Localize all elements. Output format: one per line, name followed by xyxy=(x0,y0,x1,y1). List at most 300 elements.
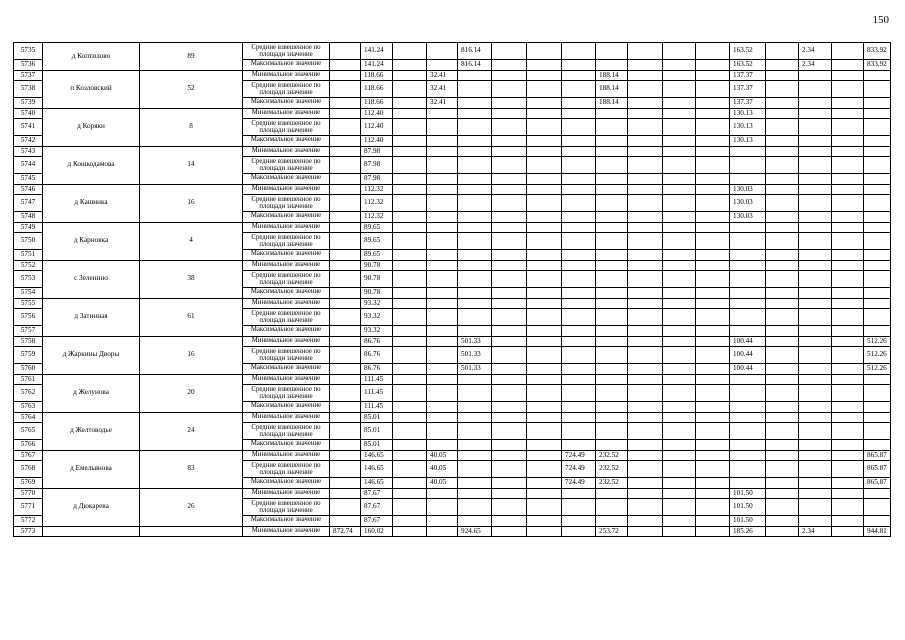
value-cell: 2.34 xyxy=(799,526,832,537)
value-cell xyxy=(527,260,562,271)
value-cell: 86.76 xyxy=(361,364,393,375)
value-cell xyxy=(393,440,427,451)
value-cell xyxy=(527,119,562,136)
value-cell: 89.65 xyxy=(361,250,393,261)
row-id-cell: 5749 xyxy=(14,222,43,233)
value-cell: 130.13 xyxy=(730,108,766,119)
value-cell xyxy=(663,412,696,423)
value-cell xyxy=(864,81,891,98)
value-cell xyxy=(458,157,492,174)
value-cell xyxy=(562,108,596,119)
value-cell: 93.32 xyxy=(361,309,393,326)
value-cell: 90.78 xyxy=(361,288,393,299)
stat-label-cell: Максимальное значение xyxy=(243,478,330,489)
value-cell xyxy=(427,157,458,174)
stat-label-cell: Максимальное значение xyxy=(243,516,330,527)
value-cell xyxy=(832,364,864,375)
value-cell xyxy=(330,309,361,326)
table-row xyxy=(14,222,891,233)
count-cell: 16 xyxy=(140,336,243,374)
value-cell: 100.44 xyxy=(730,347,766,364)
value-cell: 93.32 xyxy=(361,298,393,309)
value-cell xyxy=(766,60,799,71)
value-cell xyxy=(427,119,458,136)
value-cell xyxy=(663,146,696,157)
value-cell xyxy=(663,526,696,537)
value-cell xyxy=(799,336,832,347)
value-cell xyxy=(832,516,864,527)
value-cell xyxy=(766,157,799,174)
value-cell xyxy=(696,347,730,364)
value-cell xyxy=(832,60,864,71)
value-cell xyxy=(730,222,766,233)
value-cell: 501.33 xyxy=(458,336,492,347)
value-cell xyxy=(799,385,832,402)
value-cell: 101.50 xyxy=(730,499,766,516)
value-cell xyxy=(527,516,562,527)
value-cell xyxy=(492,374,527,385)
count-cell: 8 xyxy=(140,108,243,146)
row-id-cell: 5767 xyxy=(14,450,43,461)
value-cell xyxy=(527,526,562,537)
value-cell: 111.45 xyxy=(361,374,393,385)
value-cell xyxy=(427,440,458,451)
value-cell xyxy=(832,347,864,364)
value-cell xyxy=(864,212,891,223)
value-cell xyxy=(766,43,799,60)
value-cell xyxy=(458,288,492,299)
value-cell xyxy=(832,233,864,250)
value-cell: 130.03 xyxy=(730,184,766,195)
value-cell xyxy=(596,222,628,233)
value-cell xyxy=(427,364,458,375)
value-cell xyxy=(628,402,663,413)
value-cell xyxy=(492,136,527,147)
value-cell xyxy=(628,309,663,326)
value-cell: 185.26 xyxy=(730,526,766,537)
value-cell xyxy=(766,184,799,195)
value-cell xyxy=(832,212,864,223)
value-cell xyxy=(427,136,458,147)
value-cell xyxy=(492,98,527,109)
value-cell xyxy=(730,440,766,451)
value-cell xyxy=(832,526,864,537)
value-cell xyxy=(696,136,730,147)
table-row xyxy=(14,43,891,60)
value-cell xyxy=(596,184,628,195)
value-cell xyxy=(596,499,628,516)
value-cell xyxy=(330,98,361,109)
value-cell xyxy=(393,98,427,109)
value-cell xyxy=(799,364,832,375)
value-cell xyxy=(799,347,832,364)
value-cell: 141.24 xyxy=(361,43,393,60)
value-cell xyxy=(458,222,492,233)
value-cell xyxy=(330,70,361,81)
value-cell xyxy=(596,309,628,326)
value-cell xyxy=(832,374,864,385)
value-cell xyxy=(832,326,864,337)
value-cell xyxy=(696,326,730,337)
value-cell: 724.49 xyxy=(562,461,596,478)
value-cell xyxy=(562,43,596,60)
value-cell xyxy=(330,271,361,288)
stat-label-cell: Минимальное значение xyxy=(243,260,330,271)
value-cell xyxy=(492,461,527,478)
value-cell xyxy=(799,136,832,147)
value-cell xyxy=(663,516,696,527)
value-cell xyxy=(799,260,832,271)
stat-label-cell: Максимальное значение xyxy=(243,174,330,185)
row-id-cell: 5751 xyxy=(14,250,43,261)
value-cell xyxy=(832,146,864,157)
value-cell: 118.66 xyxy=(361,98,393,109)
value-cell xyxy=(730,450,766,461)
value-cell xyxy=(427,412,458,423)
page-number: 150 xyxy=(872,14,889,26)
value-cell xyxy=(628,146,663,157)
value-cell xyxy=(832,222,864,233)
value-cell xyxy=(427,347,458,364)
stat-label-cell: Средние взвешенное по площади значение xyxy=(243,81,330,98)
value-cell xyxy=(393,157,427,174)
stat-label-cell: Средние взвешенное по площади значение xyxy=(243,347,330,364)
value-cell xyxy=(832,385,864,402)
value-cell: 833.92 xyxy=(864,43,891,60)
value-cell: 188.14 xyxy=(596,81,628,98)
value-cell xyxy=(330,402,361,413)
value-cell xyxy=(562,184,596,195)
value-cell xyxy=(766,233,799,250)
value-cell xyxy=(864,174,891,185)
row-id-cell: 5772 xyxy=(14,516,43,527)
value-cell xyxy=(864,516,891,527)
value-cell: 101.50 xyxy=(730,488,766,499)
value-cell xyxy=(832,412,864,423)
value-cell xyxy=(696,195,730,212)
value-cell xyxy=(799,233,832,250)
value-cell xyxy=(696,526,730,537)
value-cell xyxy=(696,98,730,109)
value-cell xyxy=(330,374,361,385)
value-cell xyxy=(766,81,799,98)
value-cell xyxy=(330,195,361,212)
value-cell xyxy=(799,146,832,157)
value-cell xyxy=(527,298,562,309)
value-cell xyxy=(766,309,799,326)
table-row xyxy=(14,70,891,81)
value-cell xyxy=(663,499,696,516)
value-cell xyxy=(330,450,361,461)
value-cell xyxy=(864,423,891,440)
value-cell xyxy=(492,157,527,174)
value-cell xyxy=(832,499,864,516)
value-cell xyxy=(696,412,730,423)
count-cell: 16 xyxy=(140,184,243,222)
value-cell xyxy=(730,298,766,309)
row-id-cell: 5757 xyxy=(14,326,43,337)
value-cell xyxy=(458,212,492,223)
value-cell xyxy=(696,423,730,440)
value-cell xyxy=(492,43,527,60)
stat-label-cell: Максимальное значение xyxy=(243,288,330,299)
value-cell xyxy=(562,233,596,250)
value-cell xyxy=(562,60,596,71)
value-cell xyxy=(458,81,492,98)
value-cell xyxy=(330,423,361,440)
value-cell: 100.44 xyxy=(730,364,766,375)
value-cell xyxy=(864,146,891,157)
value-cell xyxy=(864,412,891,423)
value-cell xyxy=(562,347,596,364)
value-cell xyxy=(427,288,458,299)
value-cell xyxy=(832,271,864,288)
value-cell xyxy=(330,347,361,364)
value-cell xyxy=(628,98,663,109)
value-cell xyxy=(799,440,832,451)
value-cell xyxy=(663,136,696,147)
value-cell xyxy=(527,478,562,489)
value-cell xyxy=(458,309,492,326)
value-cell xyxy=(766,298,799,309)
value-cell xyxy=(766,98,799,109)
value-cell xyxy=(427,250,458,261)
value-cell xyxy=(458,412,492,423)
value-cell xyxy=(864,499,891,516)
value-cell xyxy=(562,81,596,98)
stat-label-cell: Средние взвешенное по площади значение xyxy=(243,157,330,174)
settlement-name-cell: д Коптилово xyxy=(43,43,140,71)
value-cell xyxy=(458,174,492,185)
value-cell xyxy=(696,440,730,451)
value-cell xyxy=(663,233,696,250)
value-cell xyxy=(799,402,832,413)
value-cell xyxy=(696,43,730,60)
value-cell xyxy=(562,440,596,451)
value-cell: 130.13 xyxy=(730,136,766,147)
row-id-cell: 5753 xyxy=(14,271,43,288)
value-cell: 872.74 xyxy=(330,526,361,537)
value-cell: 163.52 xyxy=(730,43,766,60)
value-cell: 146.65 xyxy=(361,478,393,489)
value-cell xyxy=(458,298,492,309)
value-cell: 137.37 xyxy=(730,98,766,109)
settlement-name-cell: д Жаркины Дворы xyxy=(43,336,140,374)
value-cell xyxy=(799,81,832,98)
value-cell xyxy=(458,260,492,271)
value-cell xyxy=(799,98,832,109)
value-cell xyxy=(393,309,427,326)
row-id-cell: 5740 xyxy=(14,108,43,119)
value-cell xyxy=(730,478,766,489)
value-cell xyxy=(628,288,663,299)
value-cell xyxy=(330,516,361,527)
table-row xyxy=(14,412,891,423)
value-cell xyxy=(663,288,696,299)
value-cell xyxy=(663,385,696,402)
value-cell xyxy=(527,440,562,451)
value-cell xyxy=(663,108,696,119)
value-cell xyxy=(562,402,596,413)
value-cell xyxy=(562,212,596,223)
value-cell xyxy=(492,119,527,136)
value-cell xyxy=(628,233,663,250)
value-cell xyxy=(832,108,864,119)
value-cell xyxy=(330,478,361,489)
value-cell: 85.01 xyxy=(361,423,393,440)
value-cell: 101.50 xyxy=(730,516,766,527)
value-cell xyxy=(562,326,596,337)
value-cell xyxy=(458,440,492,451)
value-cell xyxy=(696,222,730,233)
row-id-cell: 5770 xyxy=(14,488,43,499)
value-cell xyxy=(628,222,663,233)
value-cell: 232.52 xyxy=(596,450,628,461)
row-id-cell: 5771 xyxy=(14,499,43,516)
value-cell xyxy=(562,98,596,109)
value-cell xyxy=(527,364,562,375)
value-cell xyxy=(799,412,832,423)
value-cell xyxy=(393,461,427,478)
value-cell: 130.03 xyxy=(730,212,766,223)
value-cell: 93.32 xyxy=(361,326,393,337)
value-cell xyxy=(766,250,799,261)
value-cell xyxy=(696,119,730,136)
value-cell: 85.01 xyxy=(361,440,393,451)
row-id-cell: 5754 xyxy=(14,288,43,299)
value-cell xyxy=(766,499,799,516)
value-cell xyxy=(628,478,663,489)
value-cell xyxy=(393,499,427,516)
value-cell: 232.52 xyxy=(596,478,628,489)
value-cell xyxy=(799,461,832,478)
value-cell xyxy=(799,478,832,489)
row-id-cell: 5765 xyxy=(14,423,43,440)
value-cell xyxy=(458,499,492,516)
value-cell xyxy=(562,288,596,299)
value-cell xyxy=(799,184,832,195)
value-cell xyxy=(766,478,799,489)
value-cell xyxy=(562,136,596,147)
value-cell: 118.66 xyxy=(361,81,393,98)
value-cell xyxy=(663,98,696,109)
count-cell: 89 xyxy=(140,43,243,71)
value-cell xyxy=(696,336,730,347)
value-cell xyxy=(562,250,596,261)
value-cell xyxy=(799,222,832,233)
value-cell xyxy=(766,271,799,288)
value-cell xyxy=(527,336,562,347)
row-id-cell: 5756 xyxy=(14,309,43,326)
value-cell xyxy=(492,516,527,527)
settlement-name-cell: д Затинная xyxy=(43,298,140,336)
value-cell xyxy=(628,440,663,451)
value-cell xyxy=(492,450,527,461)
value-cell xyxy=(596,271,628,288)
value-cell xyxy=(393,336,427,347)
value-cell: 90.78 xyxy=(361,260,393,271)
value-cell xyxy=(628,298,663,309)
value-cell xyxy=(393,347,427,364)
value-cell xyxy=(628,374,663,385)
value-cell: 501.33 xyxy=(458,364,492,375)
value-cell xyxy=(628,136,663,147)
value-cell xyxy=(427,374,458,385)
value-cell xyxy=(492,108,527,119)
value-cell xyxy=(663,326,696,337)
value-cell xyxy=(864,136,891,147)
stat-label-cell: Максимальное значение xyxy=(243,402,330,413)
value-cell xyxy=(766,174,799,185)
row-id-cell: 5766 xyxy=(14,440,43,451)
value-cell xyxy=(832,423,864,440)
value-cell xyxy=(527,108,562,119)
row-id-cell: 5763 xyxy=(14,402,43,413)
value-cell: 137.37 xyxy=(730,81,766,98)
value-cell: 86.76 xyxy=(361,336,393,347)
value-cell xyxy=(832,70,864,81)
value-cell xyxy=(458,250,492,261)
value-cell xyxy=(766,288,799,299)
value-cell xyxy=(766,461,799,478)
value-cell xyxy=(330,336,361,347)
value-cell: 112.32 xyxy=(361,184,393,195)
value-cell: 232.52 xyxy=(596,461,628,478)
value-cell xyxy=(330,60,361,71)
value-cell: 87.98 xyxy=(361,157,393,174)
value-cell xyxy=(799,157,832,174)
value-cell xyxy=(766,195,799,212)
value-cell: 32.41 xyxy=(427,98,458,109)
value-cell: 2.34 xyxy=(799,43,832,60)
value-cell: 160.02 xyxy=(361,526,393,537)
value-cell xyxy=(696,364,730,375)
value-cell xyxy=(799,250,832,261)
value-cell xyxy=(492,499,527,516)
settlement-name-cell: д Емельянова xyxy=(43,450,140,488)
value-cell: 816.14 xyxy=(458,60,492,71)
value-cell xyxy=(458,461,492,478)
value-cell xyxy=(628,108,663,119)
value-cell: 87.67 xyxy=(361,499,393,516)
value-cell xyxy=(799,174,832,185)
value-cell xyxy=(730,157,766,174)
table-row xyxy=(14,108,891,119)
value-cell xyxy=(458,119,492,136)
value-cell xyxy=(766,374,799,385)
value-cell xyxy=(663,450,696,461)
value-cell xyxy=(663,250,696,261)
value-cell xyxy=(596,440,628,451)
value-cell xyxy=(799,516,832,527)
value-cell xyxy=(628,516,663,527)
value-cell: 100.44 xyxy=(730,336,766,347)
stat-label-cell: Максимальное значение xyxy=(243,98,330,109)
value-cell xyxy=(799,195,832,212)
count-cell: 14 xyxy=(140,146,243,184)
value-cell xyxy=(799,374,832,385)
row-id-cell: 5745 xyxy=(14,174,43,185)
value-cell xyxy=(730,461,766,478)
value-cell xyxy=(458,184,492,195)
value-cell xyxy=(527,233,562,250)
value-cell xyxy=(458,402,492,413)
stat-label-cell: Максимальное значение xyxy=(243,326,330,337)
value-cell xyxy=(628,488,663,499)
value-cell xyxy=(427,423,458,440)
stat-label-cell: Минимальное значение xyxy=(243,374,330,385)
settlement-name-cell: д Дюкарева xyxy=(43,488,140,526)
